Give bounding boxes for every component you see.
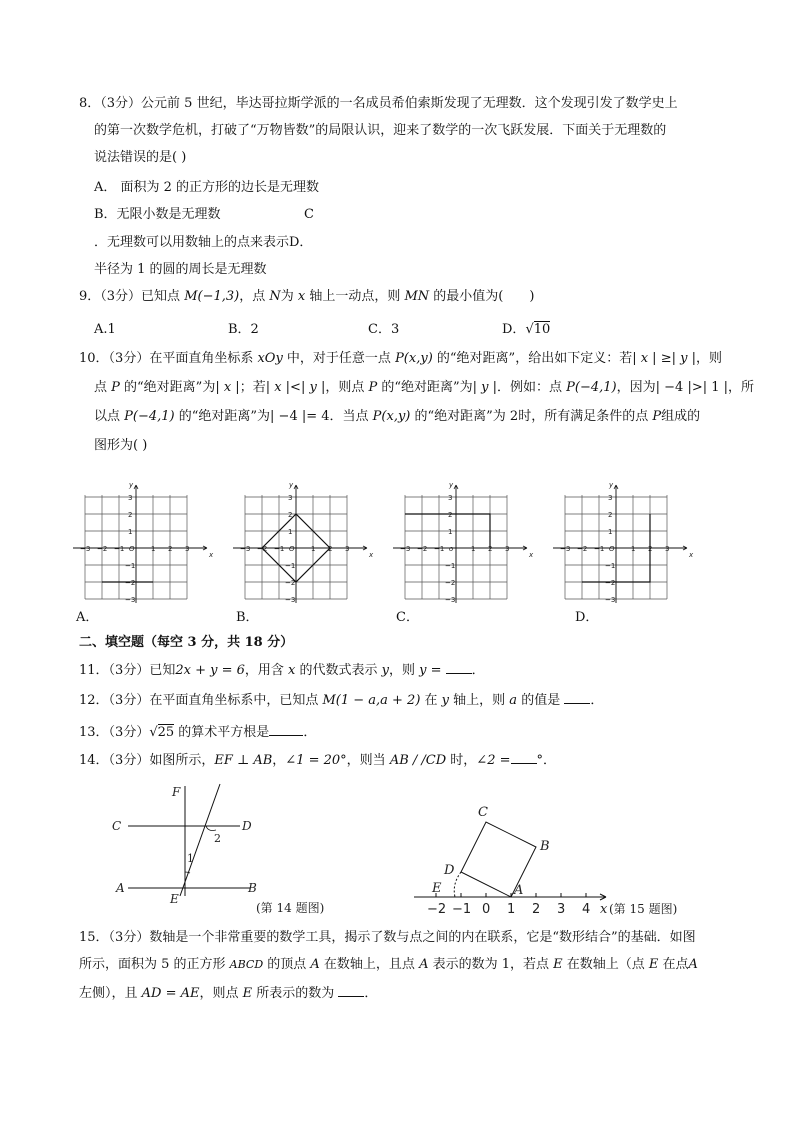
y-axis-label: y <box>609 481 614 489</box>
label-a: A <box>514 883 524 898</box>
q9-option-d <box>502 320 550 340</box>
q15-text: 所表示的数为 <box>252 986 339 1001</box>
origin-label: O <box>609 545 615 553</box>
x-tick-label: 1 <box>631 545 636 553</box>
q10-text: ，则 <box>695 351 722 366</box>
q10-condition: | x |<| y | <box>265 380 326 395</box>
q13-text: ． <box>303 725 317 740</box>
q15-text: 所示，面积为 5 的正方形 <box>79 957 230 972</box>
label-f: F <box>172 785 181 799</box>
q10-point: P(x,y) <box>395 351 433 366</box>
q15-square: ABCD <box>229 958 264 971</box>
q14-angle2: ∠2 = <box>476 753 511 768</box>
q10-line3 <box>94 407 700 427</box>
q10-text: ；若 <box>239 380 266 395</box>
q11-text: ． <box>471 663 485 678</box>
figure-14-caption: (第 14 题图) <box>256 901 325 915</box>
q14 <box>79 750 556 771</box>
y-tick-label: −1 <box>125 562 136 570</box>
q15-text: 的顶点 <box>263 957 311 972</box>
angle1-arc <box>185 872 190 873</box>
y-tick-label: 3 <box>608 494 613 502</box>
tick-label: 0 <box>482 902 491 917</box>
x-tick-label: 2 <box>328 545 333 553</box>
q12-text: ． <box>590 693 604 708</box>
y-tick-label: 2 <box>128 511 133 519</box>
q9-point-m: M(−1,3) <box>184 289 240 304</box>
q11 <box>79 660 485 681</box>
x-tick-label: −3 <box>560 545 571 553</box>
q10-text: 的“绝对距离”为 <box>174 409 271 424</box>
x-tick-label: 3 <box>665 545 670 553</box>
q15-a: A <box>419 957 429 972</box>
x-tick-label: −1 <box>114 545 125 553</box>
q11-equation: 2x + y = 6 <box>175 663 245 678</box>
q8-option-b: B．无限小数是无理数 <box>94 207 221 222</box>
origin-label: o <box>449 545 454 553</box>
q8-option-c-letter: C <box>304 207 314 222</box>
q10-option-d: D． <box>575 610 599 625</box>
figure-15 <box>410 800 700 920</box>
q10-text: 点 <box>94 380 112 395</box>
q15-equation: AD = AE <box>141 986 200 1001</box>
x-tick-label: 3 <box>345 545 350 553</box>
figure-15-caption: (第 15 题图) <box>609 902 678 916</box>
q15-answer-blank[interactable] <box>338 983 364 997</box>
label-b: B <box>248 881 257 895</box>
q9-option-c: C．3 <box>368 322 400 337</box>
x-tick-label: 2 <box>168 545 173 553</box>
q14-perp: EF ⊥ AB <box>214 753 273 768</box>
q9-text: 的最小值为( ) <box>429 289 535 304</box>
q9-option-d-radicand: 10 <box>533 322 551 337</box>
q15-line3 <box>79 983 377 1004</box>
x-tick-label: −1 <box>434 545 445 553</box>
y-axis-label: y <box>449 481 454 489</box>
x-tick-label: −1 <box>274 545 285 553</box>
q10-condition: | x | ≥| y | <box>632 351 696 366</box>
q13-text: 的算术平方根是 <box>174 725 270 740</box>
q12-text: 12．（3分）在平面直角坐标系中，已知点 <box>79 693 323 708</box>
x-tick-label: −2 <box>97 545 108 553</box>
q11-answer-lhs: y = <box>419 663 442 678</box>
q9-option-d-label: D． <box>502 322 526 337</box>
label-e: E <box>432 881 442 896</box>
tick-label: 2 <box>532 902 541 917</box>
q12 <box>79 690 603 711</box>
q15-text: 左侧），且 <box>79 986 142 1001</box>
x-axis-label: x <box>209 551 214 559</box>
q12-text: 的值是 <box>517 693 565 708</box>
q14-text: ，则当 <box>346 753 390 768</box>
q14-parallel: AB / /CD <box>389 753 447 768</box>
label-angle2: 2 <box>214 832 221 845</box>
q15-text: 表示的数为 1，若点 <box>428 957 554 972</box>
q10-value: | −4 |= 4 <box>270 409 330 424</box>
y-tick-label: 2 <box>608 511 613 519</box>
q8-option-d: 半径为 1 的圆的周长是无理数 <box>94 262 267 277</box>
q9-text: 轴上一动点，则 <box>305 289 405 304</box>
q10-option-b: B． <box>236 610 259 625</box>
tick-label: −1 <box>452 902 472 917</box>
q11-x: x <box>288 663 296 678</box>
x-tick-label: −3 <box>80 545 91 553</box>
y-tick-label: 1 <box>608 528 613 536</box>
q15-e: E <box>648 957 659 972</box>
y-tick-label: −2 <box>285 579 296 587</box>
q10-line2 <box>94 378 754 398</box>
q12-text: 轴上，则 <box>449 693 510 708</box>
tick-label: 1 <box>507 902 516 917</box>
q8-line2: 的第一次数学危机，打破了“万物皆数”的局限认识，迎来了数学的一次飞跃发展．下面关于无理数的 <box>94 123 667 138</box>
q10-text: ，因为 <box>616 380 656 395</box>
figure-14 <box>110 780 340 920</box>
angle2-arc <box>206 826 216 831</box>
x-tick-label: 1 <box>471 545 476 553</box>
x-tick-label: 3 <box>185 545 190 553</box>
arc-de <box>454 872 461 897</box>
x-tick-label: −2 <box>577 545 588 553</box>
y-tick-label: −3 <box>125 596 136 604</box>
q11-text: ，则 <box>388 663 420 678</box>
q15-line1: 15．（3分）数轴是一个非常重要的数学工具，揭示了数与点之间的内在联系，它是“数形结合”的基础．如图 <box>79 930 696 945</box>
x-tick-label: 1 <box>311 545 316 553</box>
y-tick-label: 1 <box>128 528 133 536</box>
q10-text: 的“绝对距离”为 <box>119 380 216 395</box>
q10-text: 的“绝对距离”，给出如下定义：若 <box>432 351 633 366</box>
x-tick-label: 2 <box>488 545 493 553</box>
x-tick-label: −2 <box>417 545 428 553</box>
q15-a: A <box>310 957 320 972</box>
q11-text: ，用含 <box>244 663 289 678</box>
y-tick-label: 3 <box>448 494 453 502</box>
x-tick-label: −2 <box>257 545 268 553</box>
label-d: D <box>444 863 455 878</box>
q10-point: P <box>652 409 662 424</box>
q14-angle1: ∠1 = 20° <box>285 753 347 768</box>
q10-option-c: C． <box>396 610 419 625</box>
q11-text: 的代数式表示 <box>295 663 382 678</box>
q9-mn: MN <box>404 289 430 304</box>
q12-answer-blank[interactable] <box>564 690 590 704</box>
q10-text: 以点 <box>94 409 125 424</box>
q10-graph-a <box>72 481 222 604</box>
x-axis-label: x <box>369 551 374 559</box>
x-tick-label: 2 <box>648 545 653 553</box>
q15-text: ． <box>364 986 378 1001</box>
q9-text: ，点 <box>239 289 270 304</box>
q8-option-a: A． 面积为 2 的正方形的边长是无理数 <box>94 180 320 195</box>
q14-text: °． <box>536 753 557 768</box>
q15-text: 在数轴上，且点 <box>319 957 420 972</box>
y-tick-label: −3 <box>285 596 296 604</box>
q11-text: 11．（3分）已知 <box>79 663 176 678</box>
y-tick-label: 2 <box>288 511 293 519</box>
q15-line2 <box>79 955 698 975</box>
q10-inequality: | −4 |>| 1 | <box>655 380 729 395</box>
q14-text: 14．（3分）如图所示， <box>79 753 215 768</box>
q14-text: ， <box>272 753 286 768</box>
q10-xoy: xOy <box>257 351 283 366</box>
q8-option-c: ．无理数可以用数轴上的点来表示D． <box>94 235 313 250</box>
q10-point: P(−4,1) <box>124 409 175 424</box>
q11-answer-blank[interactable] <box>446 660 472 674</box>
q10-text: 的“绝对距离”为 2时，所有满足条件的点 <box>410 409 653 424</box>
y-axis-label: y <box>129 481 134 489</box>
x-tick-label: 1 <box>151 545 156 553</box>
q15-e: E <box>242 986 253 1001</box>
q9-option-a: A.1 <box>94 322 116 337</box>
q12-a: a <box>509 693 518 708</box>
q10-graph-c <box>392 481 542 604</box>
q10-graph-b <box>232 481 382 604</box>
origin-label: O <box>289 545 295 553</box>
q10-point: P <box>368 380 378 395</box>
q15-text: 在点 <box>658 957 689 972</box>
x-tick-label: 3 <box>505 545 510 553</box>
q10-text: ，所 <box>728 380 755 395</box>
q15-e: E <box>553 957 563 972</box>
q9-point-n: N <box>269 289 281 304</box>
label-a: A <box>116 881 125 895</box>
label-d: D <box>242 819 252 833</box>
q12-y: y <box>441 693 450 708</box>
sqrt-symbol: √ <box>525 322 534 337</box>
y-tick-label: 3 <box>288 494 293 502</box>
y-tick-label: 3 <box>128 494 133 502</box>
q15-a: A <box>688 957 698 972</box>
q10-text: 的“绝对距离”为 <box>377 380 473 395</box>
label-angle1: 1 <box>187 852 194 865</box>
q9-stem <box>79 287 534 307</box>
y-tick-label: −1 <box>285 562 296 570</box>
label-e: E <box>170 892 179 906</box>
tick-label: −2 <box>427 902 447 917</box>
x-tick-label: −3 <box>400 545 411 553</box>
y-tick-label: −3 <box>445 596 456 604</box>
x-axis-label: x <box>689 551 694 559</box>
q10-abs-x: | x | <box>215 380 240 395</box>
sqrt-symbol: √ <box>149 725 158 740</box>
q10-example-point: P(−4,1) <box>566 380 617 395</box>
q11-y: y <box>381 663 389 678</box>
y-tick-label: −3 <box>605 596 616 604</box>
q10-text: 中，对于任意一点 <box>282 351 396 366</box>
q14-answer-blank[interactable] <box>511 750 537 764</box>
origin-label: O <box>129 545 135 553</box>
q13-answer-blank[interactable] <box>269 722 303 736</box>
y-tick-label: −1 <box>445 562 456 570</box>
q10-abs-y: | y | <box>472 380 498 395</box>
y-tick-label: 1 <box>448 528 453 536</box>
tick-label: 4 <box>582 902 591 917</box>
q15-text: 在数轴上（点 <box>562 957 649 972</box>
label-x: x <box>600 902 608 917</box>
q10-text: 10．（3分）在平面直角坐标系 <box>79 351 258 366</box>
q13-radicand: 25 <box>157 725 175 740</box>
x-tick-label: −3 <box>240 545 251 553</box>
y-axis-label: y <box>289 481 294 489</box>
q8-line1: 8．（3分）公元前 5 世纪，毕达哥拉斯学派的一名成员希伯索斯发现了无理数．这个发现引发了数学史上 <box>79 96 678 111</box>
q10-point: P(x,y) <box>372 409 411 424</box>
x-tick-label: −1 <box>594 545 605 553</box>
x-axis-label: x <box>529 551 534 559</box>
q10-text: 组成的 <box>661 409 701 424</box>
q13-text: 13．（3分） <box>79 725 150 740</box>
label-c: C <box>112 819 122 833</box>
q9-x: x <box>297 289 306 304</box>
section-heading: 二、填空题（每空 3 分，共 18 分） <box>79 635 294 650</box>
square-abcd <box>461 822 536 897</box>
q10-line4: 图形为( ) <box>94 438 148 453</box>
label-c: C <box>478 805 488 820</box>
y-tick-label: −2 <box>445 579 456 587</box>
q10-graph-d <box>552 481 702 604</box>
q9-text: 9．（3分）已知点 <box>79 289 185 304</box>
q10-point: P <box>111 380 120 395</box>
q10-text: ．例如：点 <box>497 380 567 395</box>
q12-point-m: M(1 − a,a + 2) <box>322 693 421 708</box>
q10-option-a: A． <box>76 610 99 625</box>
q8-line3: 说法错误的是( ) <box>94 150 187 165</box>
q9-option-b: B．2 <box>228 322 259 337</box>
q9-text: 为 <box>280 289 298 304</box>
q10-line1 <box>79 349 722 369</box>
y-tick-label: 2 <box>448 511 453 519</box>
q10-text: ，则点 <box>325 380 369 395</box>
q10-text: ．当点 <box>329 409 373 424</box>
q14-text: 时， <box>446 753 477 768</box>
q13 <box>79 722 316 743</box>
y-tick-label: 1 <box>288 528 293 536</box>
y-tick-label: −2 <box>605 579 616 587</box>
q12-text: 在 <box>420 693 442 708</box>
tick-label: 3 <box>557 902 566 917</box>
y-tick-label: −1 <box>605 562 616 570</box>
y-tick-label: −2 <box>125 579 136 587</box>
q15-text: ，则点 <box>199 986 243 1001</box>
label-b: B <box>540 839 550 854</box>
